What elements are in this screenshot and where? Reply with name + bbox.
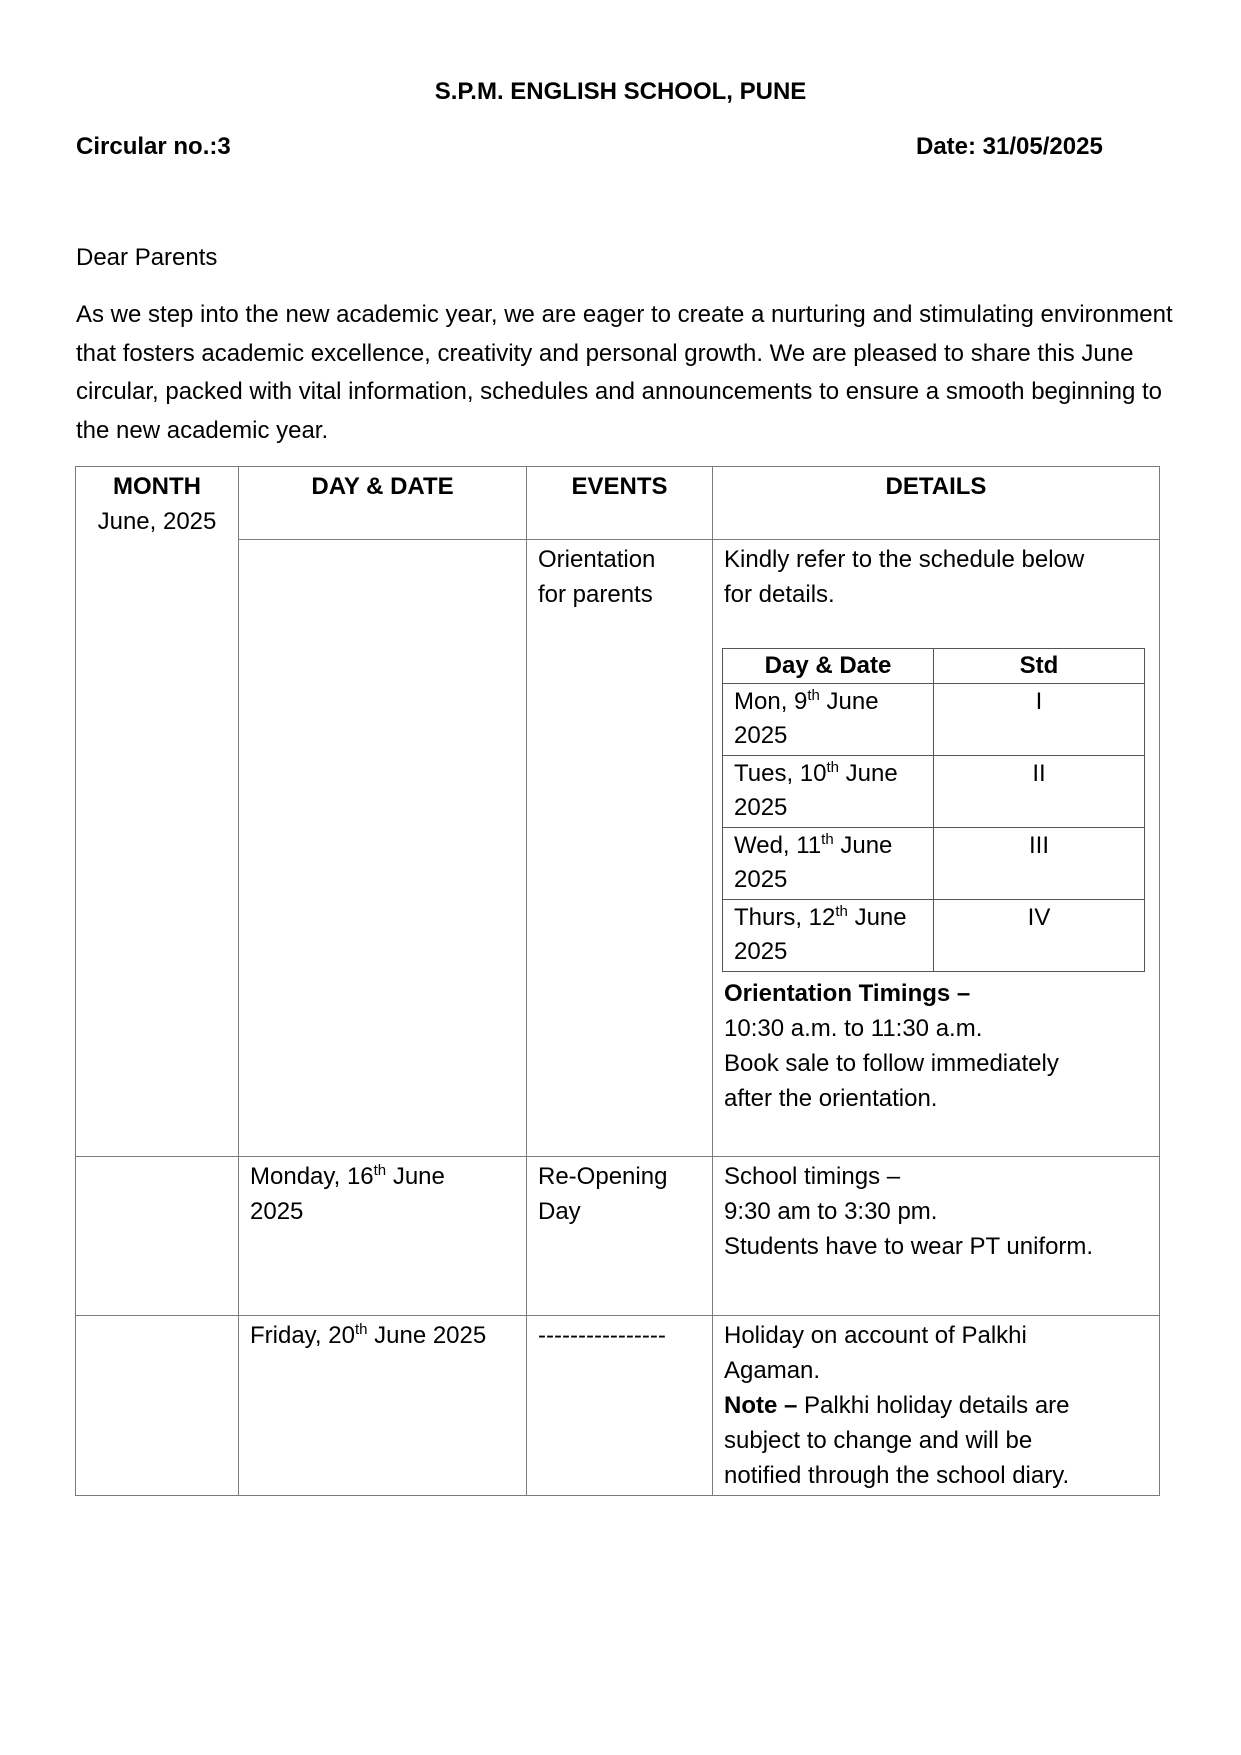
schedule-month-text: June <box>847 904 907 931</box>
schedule-month-text: June <box>833 832 893 859</box>
row1-event-cell <box>527 540 713 1157</box>
month-cell <box>76 467 239 1157</box>
schedule-month-text: June <box>839 760 898 787</box>
schedule-year-text: 2025 <box>734 866 788 893</box>
day-date-header: DAY & DATE <box>239 467 527 540</box>
row2-event-line: Day <box>538 1198 581 1225</box>
row3-details-line: Agaman. <box>724 1357 821 1384</box>
row1-date-cell <box>239 540 527 1157</box>
ordinal-suffix: th <box>807 687 820 704</box>
details-header: DETAILS <box>713 467 1160 540</box>
row1-details-cell <box>713 540 1160 1157</box>
orientation-schedule-table <box>722 648 1145 972</box>
table-row <box>76 540 1160 1157</box>
orientation-timings-title: Orientation Timings – <box>724 980 971 1007</box>
row1-event-line: for parents <box>538 581 653 608</box>
schedule-day-text: Wed, 11 <box>734 832 822 859</box>
schedule-row <box>723 900 1145 972</box>
row2-event-cell <box>527 1157 713 1316</box>
schedule-day-text: Tues, 10 <box>734 760 827 787</box>
ordinal-suffix: th <box>826 759 840 776</box>
salutation: Dear Parents <box>76 244 218 271</box>
schedule-std-header: Std <box>934 649 1145 684</box>
schedule-month-text: June <box>819 688 879 715</box>
table-header-row <box>76 467 1160 540</box>
row3-month-text: June 2025 <box>367 1322 487 1349</box>
schedule-header-row <box>723 649 1145 684</box>
month-value: June, 2025 <box>97 508 217 535</box>
row2-month-text: June <box>386 1163 445 1190</box>
row3-month-cell <box>76 1316 239 1496</box>
circular-date: Date: 31/05/2025 <box>916 133 1103 160</box>
table-row <box>76 1157 1160 1316</box>
row2-event-line: Re-Opening <box>538 1163 668 1190</box>
orientation-timings-value: 10:30 a.m. to 11:30 a.m. <box>724 1015 983 1042</box>
schedule-std: III <box>934 828 1145 900</box>
events-header: EVENTS <box>527 467 713 540</box>
circular-number: Circular no.:3 <box>76 133 231 160</box>
schedule-year-text: 2025 <box>734 794 788 821</box>
schedule-row <box>723 756 1145 828</box>
schedule-row <box>723 828 1145 900</box>
row2-month-cell <box>76 1157 239 1316</box>
row2-details-line: Students have to wear PT uniform. <box>724 1233 1094 1260</box>
row3-date-text: Friday, 20 <box>250 1322 355 1349</box>
schedule-year-text: 2025 <box>734 722 788 749</box>
row3-note-line: subject to change and will be <box>724 1427 1033 1454</box>
row2-details-line: 9:30 am to 3:30 pm. <box>724 1198 938 1225</box>
table-row <box>76 1316 1160 1496</box>
ordinal-suffix: th <box>835 903 848 920</box>
schedule-day-header: Day & Date <box>723 649 934 684</box>
ordinal-suffix: th <box>373 1162 387 1179</box>
row2-date-text: Monday, 16 <box>250 1163 374 1190</box>
ordinal-suffix: th <box>354 1321 368 1338</box>
month-header: MONTH <box>113 473 201 500</box>
row3-details-line: Holiday on account of Palkhi <box>724 1322 1027 1349</box>
row1-event-line: Orientation <box>538 546 656 573</box>
events-table <box>75 466 1160 1496</box>
schedule-day <box>723 900 934 972</box>
schedule-day-text: Thurs, 12 <box>734 904 836 931</box>
schedule-year-text: 2025 <box>734 938 788 965</box>
schedule-day <box>723 756 934 828</box>
book-sale-line: Book sale to follow immediately <box>724 1050 1059 1077</box>
schedule-std: IV <box>934 900 1145 972</box>
row3-date-cell <box>239 1316 527 1496</box>
ordinal-suffix: th <box>821 831 834 848</box>
row3-note-line: notified through the school diary. <box>724 1462 1070 1489</box>
schedule-std: II <box>934 756 1145 828</box>
row1-details-line: for details. <box>724 581 835 608</box>
schedule-day <box>723 684 934 756</box>
school-title: S.P.M. ENGLISH SCHOOL, PUNE <box>434 78 807 105</box>
schedule-day-text: Mon, 9 <box>734 688 808 715</box>
row2-year-text: 2025 <box>250 1198 304 1225</box>
row3-note-line <box>724 1388 1148 1423</box>
schedule-day <box>723 828 934 900</box>
schedule-row <box>723 684 1145 756</box>
intro-paragraph: As we step into the new academic year, we are eager to create a nurturing and stimulating environment that fosters academic excellence, creativity and personal growth. We are pleased to share this June circular, packed with vital information, schedules and announcements to ensure a smooth beginning to the new academic year. <box>76 301 1173 445</box>
note-text: Palkhi holiday details are <box>797 1392 1070 1419</box>
schedule-std: I <box>934 684 1145 756</box>
row3-event-cell: ---------------- <box>527 1316 713 1496</box>
row1-details-line: Kindly refer to the schedule below <box>724 546 1085 573</box>
row2-details-line: School timings – <box>724 1163 901 1190</box>
row2-details-cell <box>713 1157 1160 1316</box>
book-sale-line: after the orientation. <box>724 1085 938 1112</box>
note-label: Note – <box>724 1392 798 1419</box>
row2-date-cell <box>239 1157 527 1316</box>
row3-details-cell <box>713 1316 1160 1496</box>
